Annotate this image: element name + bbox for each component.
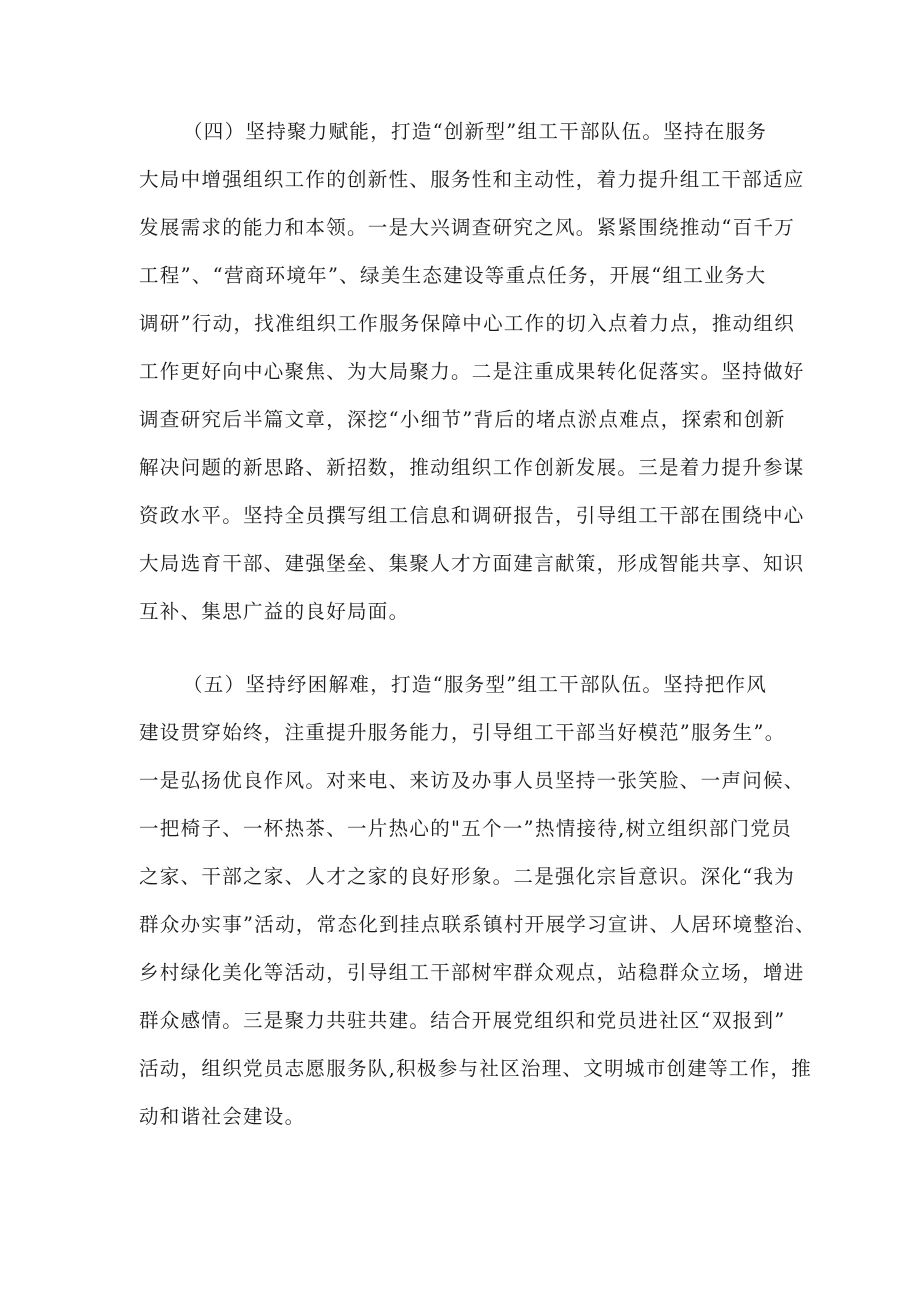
paragraph-line: 动和谐社会建设。 (139, 1105, 306, 1128)
paragraph-line: 活动，组织党员志愿服务队,积极参与社区治理、文明城市创建等工作，推 (139, 1057, 813, 1080)
paragraph-line: 大局中增强组织工作的创新性、服务性和主动性，着力提升组工干部适应 (139, 168, 805, 191)
paragraph-line: 乡村绿化美化等活动，引导组工干部树牢群众观点，站稳群众立场，增进 (139, 961, 805, 984)
paragraph-line: 之家、干部之家、人才之家的良好形象。二是强化宗旨意识。深化“我为 (139, 865, 796, 888)
paragraph-line: 资政水平。坚持全员撰写组工信息和调研报告，引导组工干部在围绕中心 (139, 504, 805, 527)
paragraph-line: 一把椅子、一杯热茶、一片热心的"五个一”热情接待,树立组织部门党员 (139, 817, 793, 840)
paragraph-line: 解决问题的新思路、新招数，推动组织工作创新发展。三是着力提升参谋 (139, 456, 805, 479)
paragraph-line: 群众办实事”活动，常态化到挂点联系镇村开展学习宣讲、人居环境整治、 (139, 913, 816, 936)
paragraph-line: 大局选育干部、建强堡垒、集聚人才方面建言献策，形成智能共享、知识 (139, 552, 805, 575)
paragraph-line: 工程”、“营商环境年”、绿美生态建设等重点任务，开展“组工业务大 (139, 264, 767, 287)
paragraph-line: 建设贯穿始终，注重提升服务能力，引导组工干部当好模范”服务生”。 (139, 721, 786, 744)
paragraph-line: 群众感情。三是聚力共驻共建。结合开展党组织和党员进社区“双报到” (139, 1009, 786, 1032)
paragraph-line: 调研”行动，找准组织工作服务保障中心工作的切入点着力点，推动组织 (139, 312, 796, 335)
paragraph-line: 一是弘扬优良作风。对来电、来访及办事人员坚持一张笑脸、一声问候、 (139, 769, 805, 792)
paragraph-line: （五）坚持纾困解难，打造“服务型”组工干部队伍。坚持把作风 (183, 673, 768, 696)
paragraph-line: 工作更好向中心聚焦、为大局聚力。二是注重成果转化促落实。坚持做好 (139, 360, 805, 383)
paragraph-line: 互补、集思广益的良好局面。 (139, 600, 410, 623)
paragraph-line: （四）坚持聚力赋能，打造“创新型”组工干部队伍。坚持在服务 (183, 120, 768, 143)
paragraph-line: 调查研究后半篇文章，深挖“小细节”背后的堵点淤点难点，探索和创新 (139, 408, 786, 431)
paragraph-line: 发展需求的能力和本领。一是大兴调查研究之风。紧紧围绕推动“百千万 (139, 216, 796, 239)
